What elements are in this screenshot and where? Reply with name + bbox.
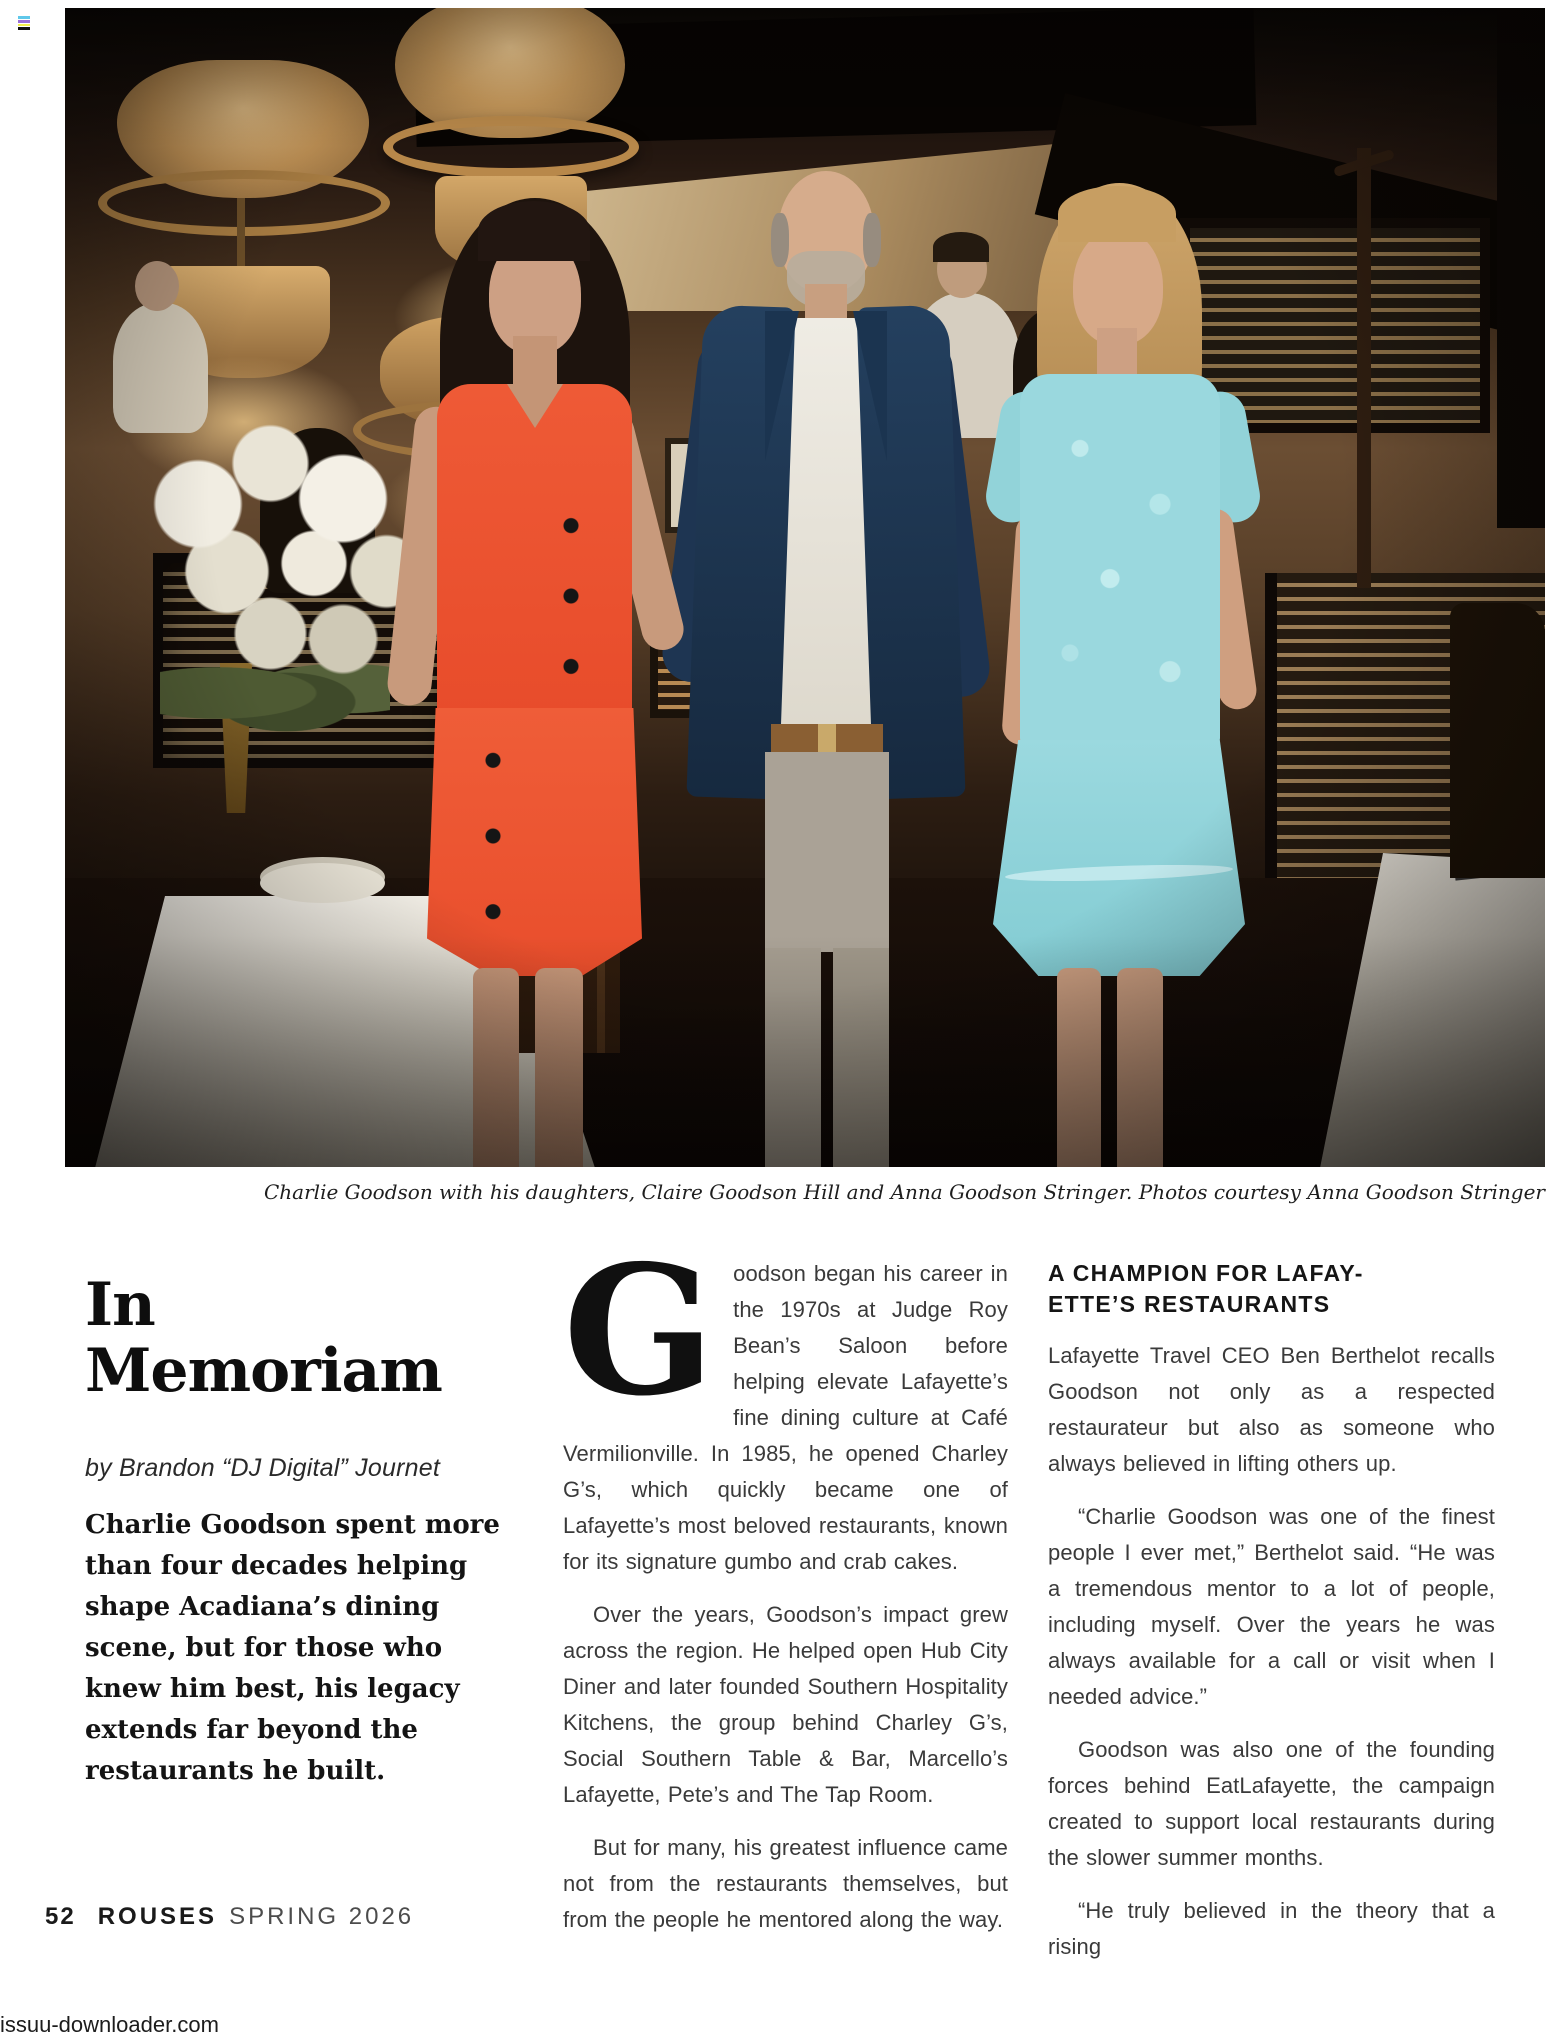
article-middle-column — [563, 1226, 1008, 1955]
color-registration-icon — [18, 16, 30, 30]
article-paragraph — [563, 1226, 1008, 1580]
registration-stripe-purple — [18, 20, 30, 23]
registration-stripe-cyan — [18, 16, 30, 19]
article-photo — [65, 8, 1545, 1167]
section-heading-line: ETTE’S RESTAURANTS — [1048, 1291, 1331, 1317]
article-intro: Charlie Goodson spent more than four decades helping shape Acadiana’s dining scene, but for those who knew him best, his legacy extends far beyond the restaurants he built. — [85, 1510, 500, 1786]
article-byline: by Brandon “DJ Digital” Journet — [85, 1454, 440, 1482]
issue-label: SPRING 2026 — [229, 1903, 415, 1930]
drop-cap: G — [563, 1226, 716, 1435]
article-title: In Memoriam — [85, 1270, 442, 1406]
article-paragraph: Over the years, Goodson’s impact grew across the region. He helped open Hub City Diner and later founded Southern Hospitality Kitchens, the group behind Charley G’s, Social Southern Table & Bar, Marcello’s Lafayette, Pete’s and The Tap Room. — [563, 1602, 1008, 1807]
article-paragraph: “He truly believed in the theory that a rising — [1048, 1898, 1495, 1959]
section-heading-line: A CHAMPION FOR LAFAY- — [1048, 1260, 1364, 1286]
section-heading — [1048, 1258, 1495, 1320]
article-paragraph: But for many, his greatest influence came not from the restaurants themselves, but from the people he mentored along the way. — [563, 1835, 1008, 1932]
page-footer — [45, 1903, 414, 1931]
paragraph-text: oodson began his career in the 1970s at Judge Roy Bean’s Saloon before helping elevate Lafayette’s fine dining culture at Café Vermilionville. In 1985, he opened Charley G’s, which quickly became one of Lafayette’s most beloved restaurants, known for its signature gumbo and crab cakes. — [563, 1261, 1008, 1574]
article-paragraph: Goodson was also one of the founding forces behind EatLafayette, the campaign created to support local restaurants during the slower summer months. — [1048, 1737, 1495, 1870]
registration-stripe-black — [18, 27, 30, 30]
article-paragraph: “Charlie Goodson was one of the finest people I ever met,” Berthelot said. “He was a tremendous mentor to a lot of people, including myself. Over the years he was always available for a call or visit when I needed advice.” — [1048, 1504, 1495, 1709]
page-number: 52 — [45, 1903, 76, 1930]
magazine-name: ROUSES — [97, 1903, 218, 1930]
registration-stripe-yellow — [18, 24, 30, 27]
article-paragraph: Lafayette Travel CEO Ben Berthelot recalls Goodson not only as a respected restaurateur but also as someone who always believed in lifting others up. — [1048, 1343, 1495, 1476]
photo-caption: Charlie Goodson with his daughters, Claire Goodson Hill and Anna Goodson Stringer. Photos courtesy Anna Goodson Stringer — [264, 1180, 1545, 1204]
issuu-downloader-link[interactable]: issuu-downloader.com — [0, 2012, 219, 2037]
photo-vignette — [65, 8, 1545, 1167]
article-right-column — [1048, 1258, 1495, 1982]
article-left-column — [85, 1272, 505, 1792]
